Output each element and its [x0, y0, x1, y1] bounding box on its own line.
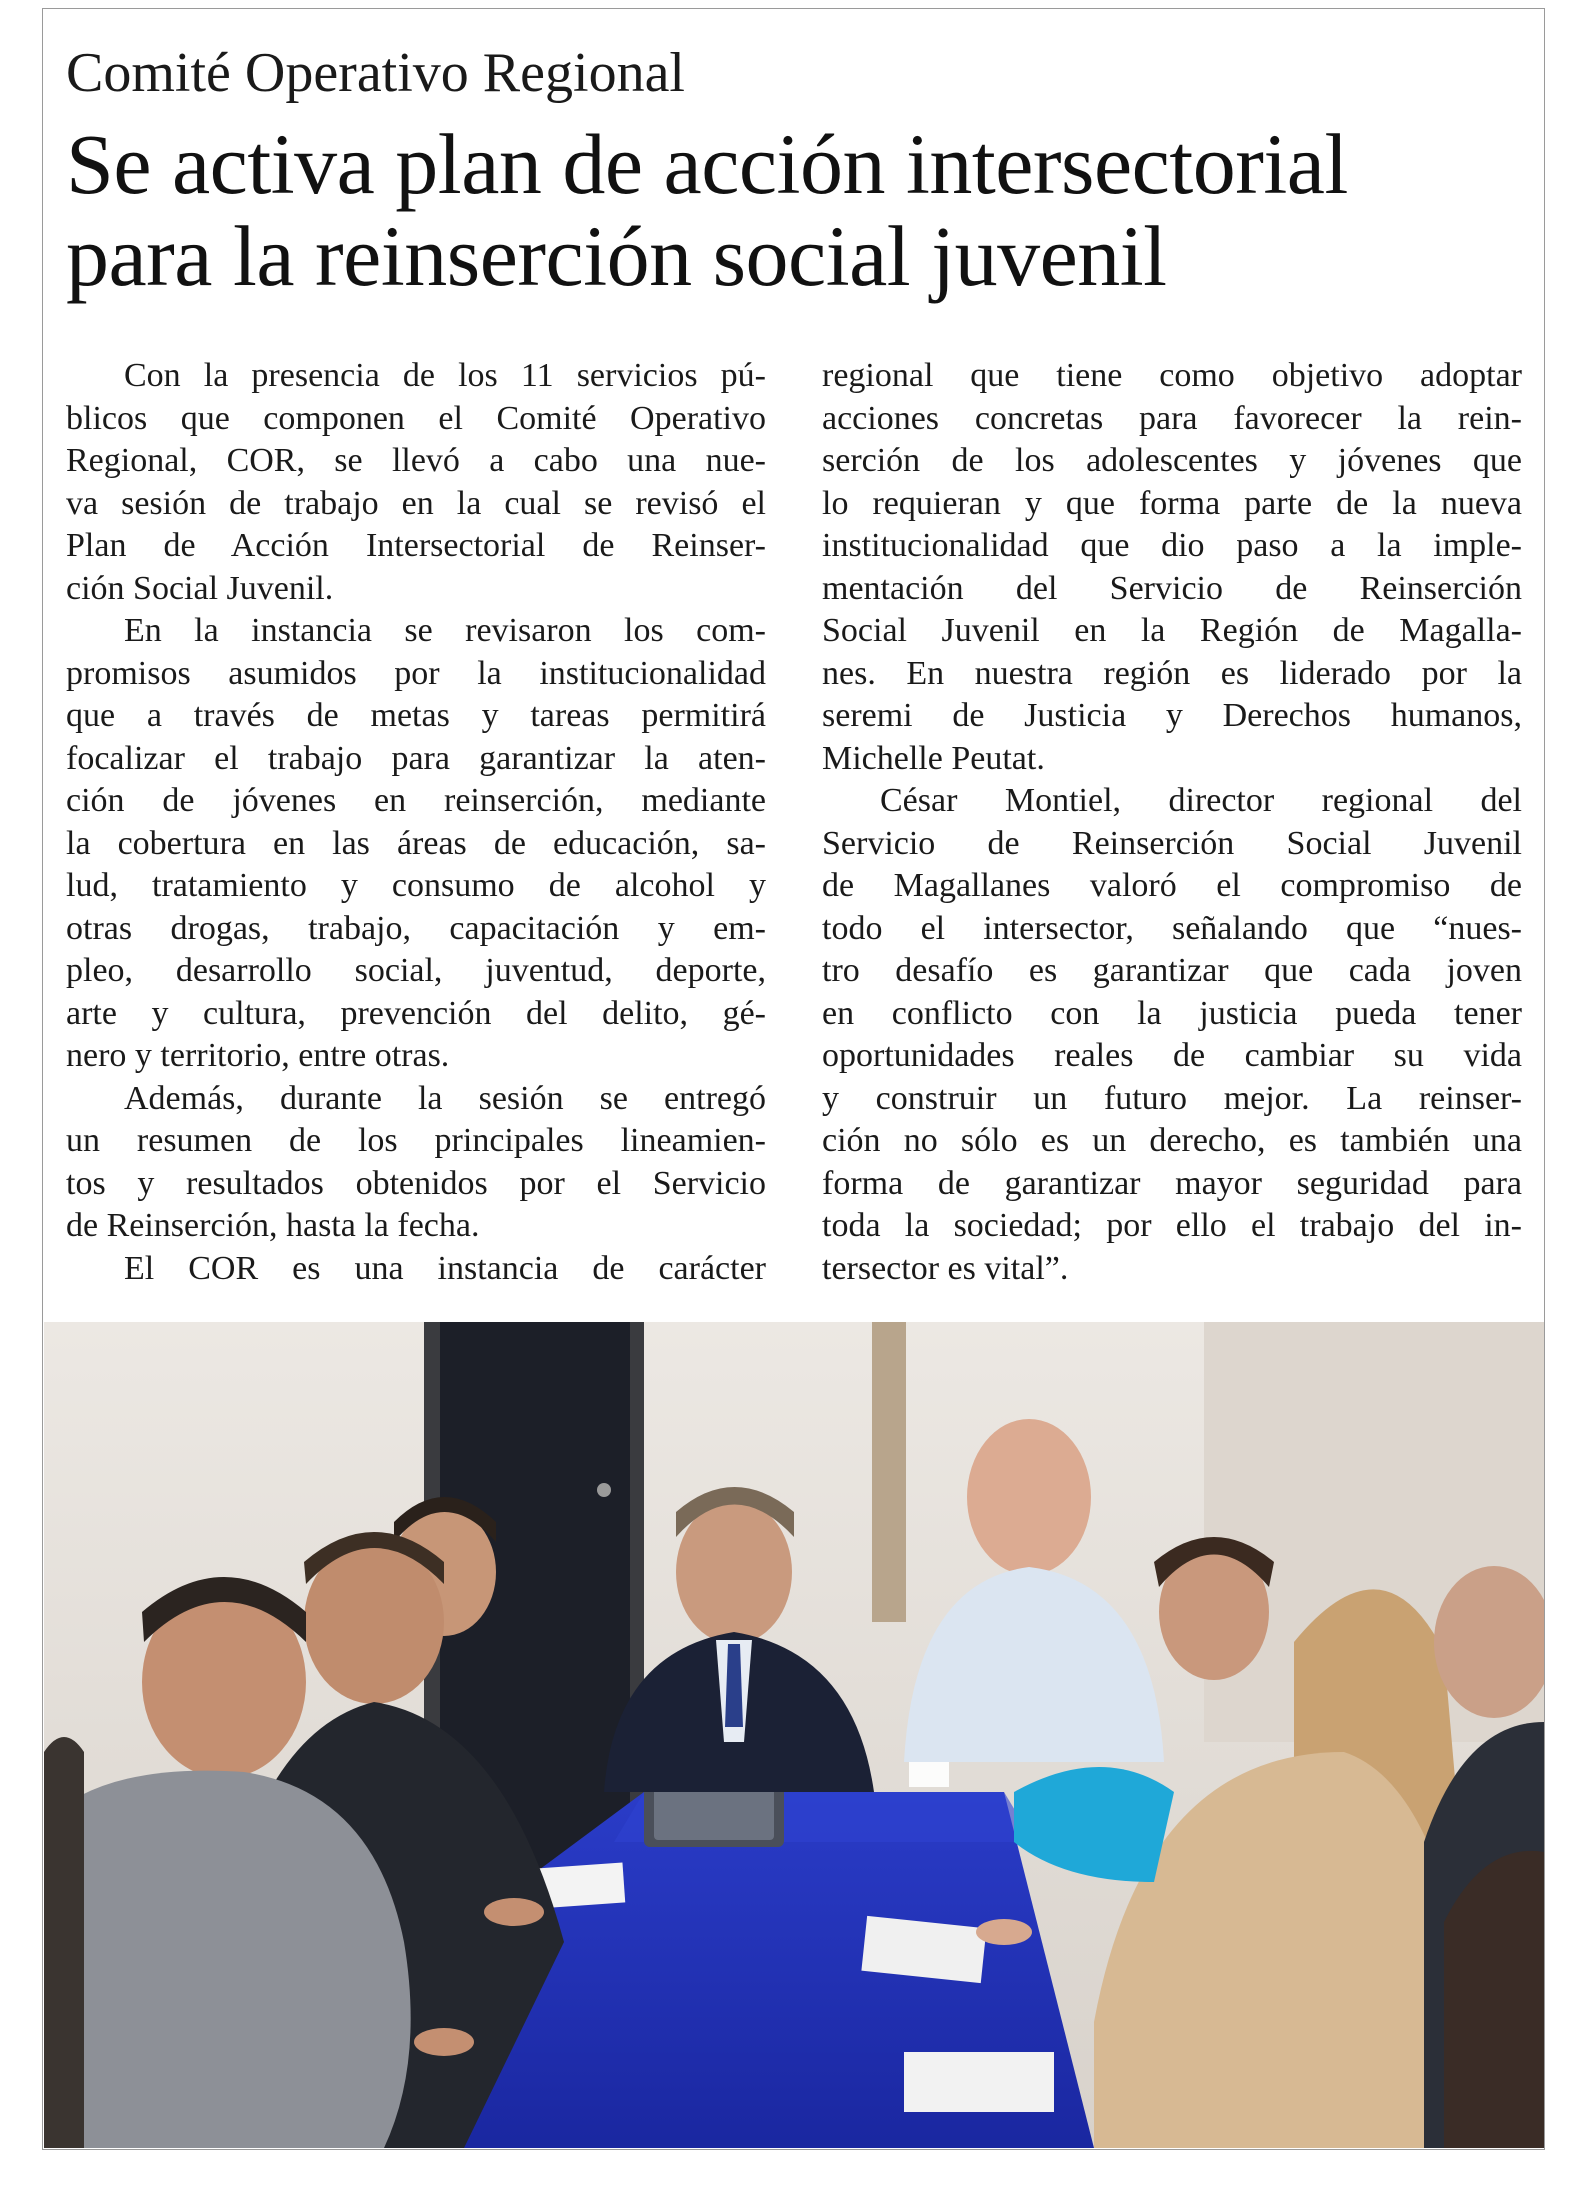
body-line: va sesión de trabajo en la cual se revisó el	[66, 484, 766, 522]
body-line: blicos que componen el Comité Operativo	[66, 399, 766, 437]
meeting-photo	[44, 1322, 1544, 2148]
body-line: Plan de Acción Intersectorial de Reinser-	[66, 527, 766, 564]
article-headline	[66, 118, 1348, 302]
body-line: Social Juvenil en la Región de Magalla-	[822, 612, 1522, 649]
body-line: focalizar el trabajo para garantizar la aten-	[66, 739, 766, 777]
body-line: y construir un futuro mejor. La reinser-	[822, 1079, 1522, 1117]
body-line: César Montiel, director regional del	[880, 782, 1522, 819]
body-line: oportunidades reales de cambiar su vida	[822, 1037, 1522, 1074]
body-line: ción Social Juvenil.	[66, 569, 334, 607]
body-line: pleo, desarrollo social, juventud, deporte,	[66, 952, 766, 989]
body-line: de Reinserción, hasta la fecha.	[66, 1207, 480, 1244]
body-line: de Magallanes valoró el compromiso de	[822, 867, 1522, 904]
body-line: serción de los adolescentes y jóvenes que	[822, 442, 1522, 479]
body-line: arte y cultura, prevención del delito, gé-	[66, 994, 766, 1032]
meeting-photo-illustration	[44, 1322, 1544, 2148]
body-line: Además, durante la sesión se entregó	[124, 1079, 766, 1117]
body-line: regional que tiene como objetivo adoptar	[822, 357, 1522, 394]
body-line: En la instancia se revisaron los com-	[124, 612, 766, 649]
body-line: ción no sólo es un derecho, es también una	[822, 1122, 1522, 1159]
section-kicker: Comité Operativo Regional	[66, 42, 685, 104]
body-line: seremi de Justicia y Derechos humanos,	[822, 697, 1522, 734]
body-line: otras drogas, trabajo, capacitación y em-	[66, 909, 766, 947]
body-column-left	[66, 355, 766, 1290]
body-line: Michelle Peutat.	[822, 739, 1045, 777]
body-line: lo requieran y que forma parte de la nueva	[822, 484, 1522, 522]
body-line: El COR es una instancia de carácter	[124, 1249, 766, 1287]
body-column-right	[822, 355, 1522, 1290]
body-line: la cobertura en las áreas de educación, sa-	[66, 824, 766, 862]
body-line: nes. En nuestra región es liderado por la	[822, 654, 1522, 692]
body-line: que a través de metas y tareas permitirá	[66, 697, 766, 734]
headline-line-2: para la reinserción social juvenil	[66, 208, 1167, 304]
body-line: promisos asumidos por la institucionalidad	[66, 654, 766, 692]
body-line: tos y resultados obtenidos por el Servicio	[66, 1164, 766, 1202]
body-line: tersector es vital”.	[822, 1249, 1069, 1287]
body-line: en conflicto con la justicia pueda tener	[822, 994, 1522, 1032]
body-line: nero y territorio, entre otras.	[66, 1037, 450, 1074]
body-line: mentación del Servicio de Reinserción	[822, 569, 1522, 607]
body-line: Regional, COR, se llevó a cabo una nue-	[66, 442, 766, 479]
body-line: Servicio de Reinserción Social Juvenil	[822, 824, 1522, 862]
body-line: institucionalidad que dio paso a la imple-	[822, 527, 1522, 564]
body-line: un resumen de los principales lineamien-	[66, 1122, 766, 1159]
body-line: toda la sociedad; por ello el trabajo del in-	[822, 1207, 1522, 1244]
body-line: lud, tratamiento y consumo de alcohol y	[66, 867, 766, 904]
body-line: acciones concretas para favorecer la rein-	[822, 399, 1522, 437]
body-line: tro desafío es garantizar que cada joven	[822, 952, 1522, 989]
body-line: todo el intersector, señalando que “nues-	[822, 909, 1522, 947]
body-line: Con la presencia de los 11 servicios pú-	[124, 357, 766, 394]
body-line: forma de garantizar mayor seguridad para	[822, 1164, 1522, 1202]
body-line: ción de jóvenes en reinserción, mediante	[66, 782, 766, 819]
headline-line-1: Se activa plan de acción intersectorial	[66, 116, 1348, 212]
